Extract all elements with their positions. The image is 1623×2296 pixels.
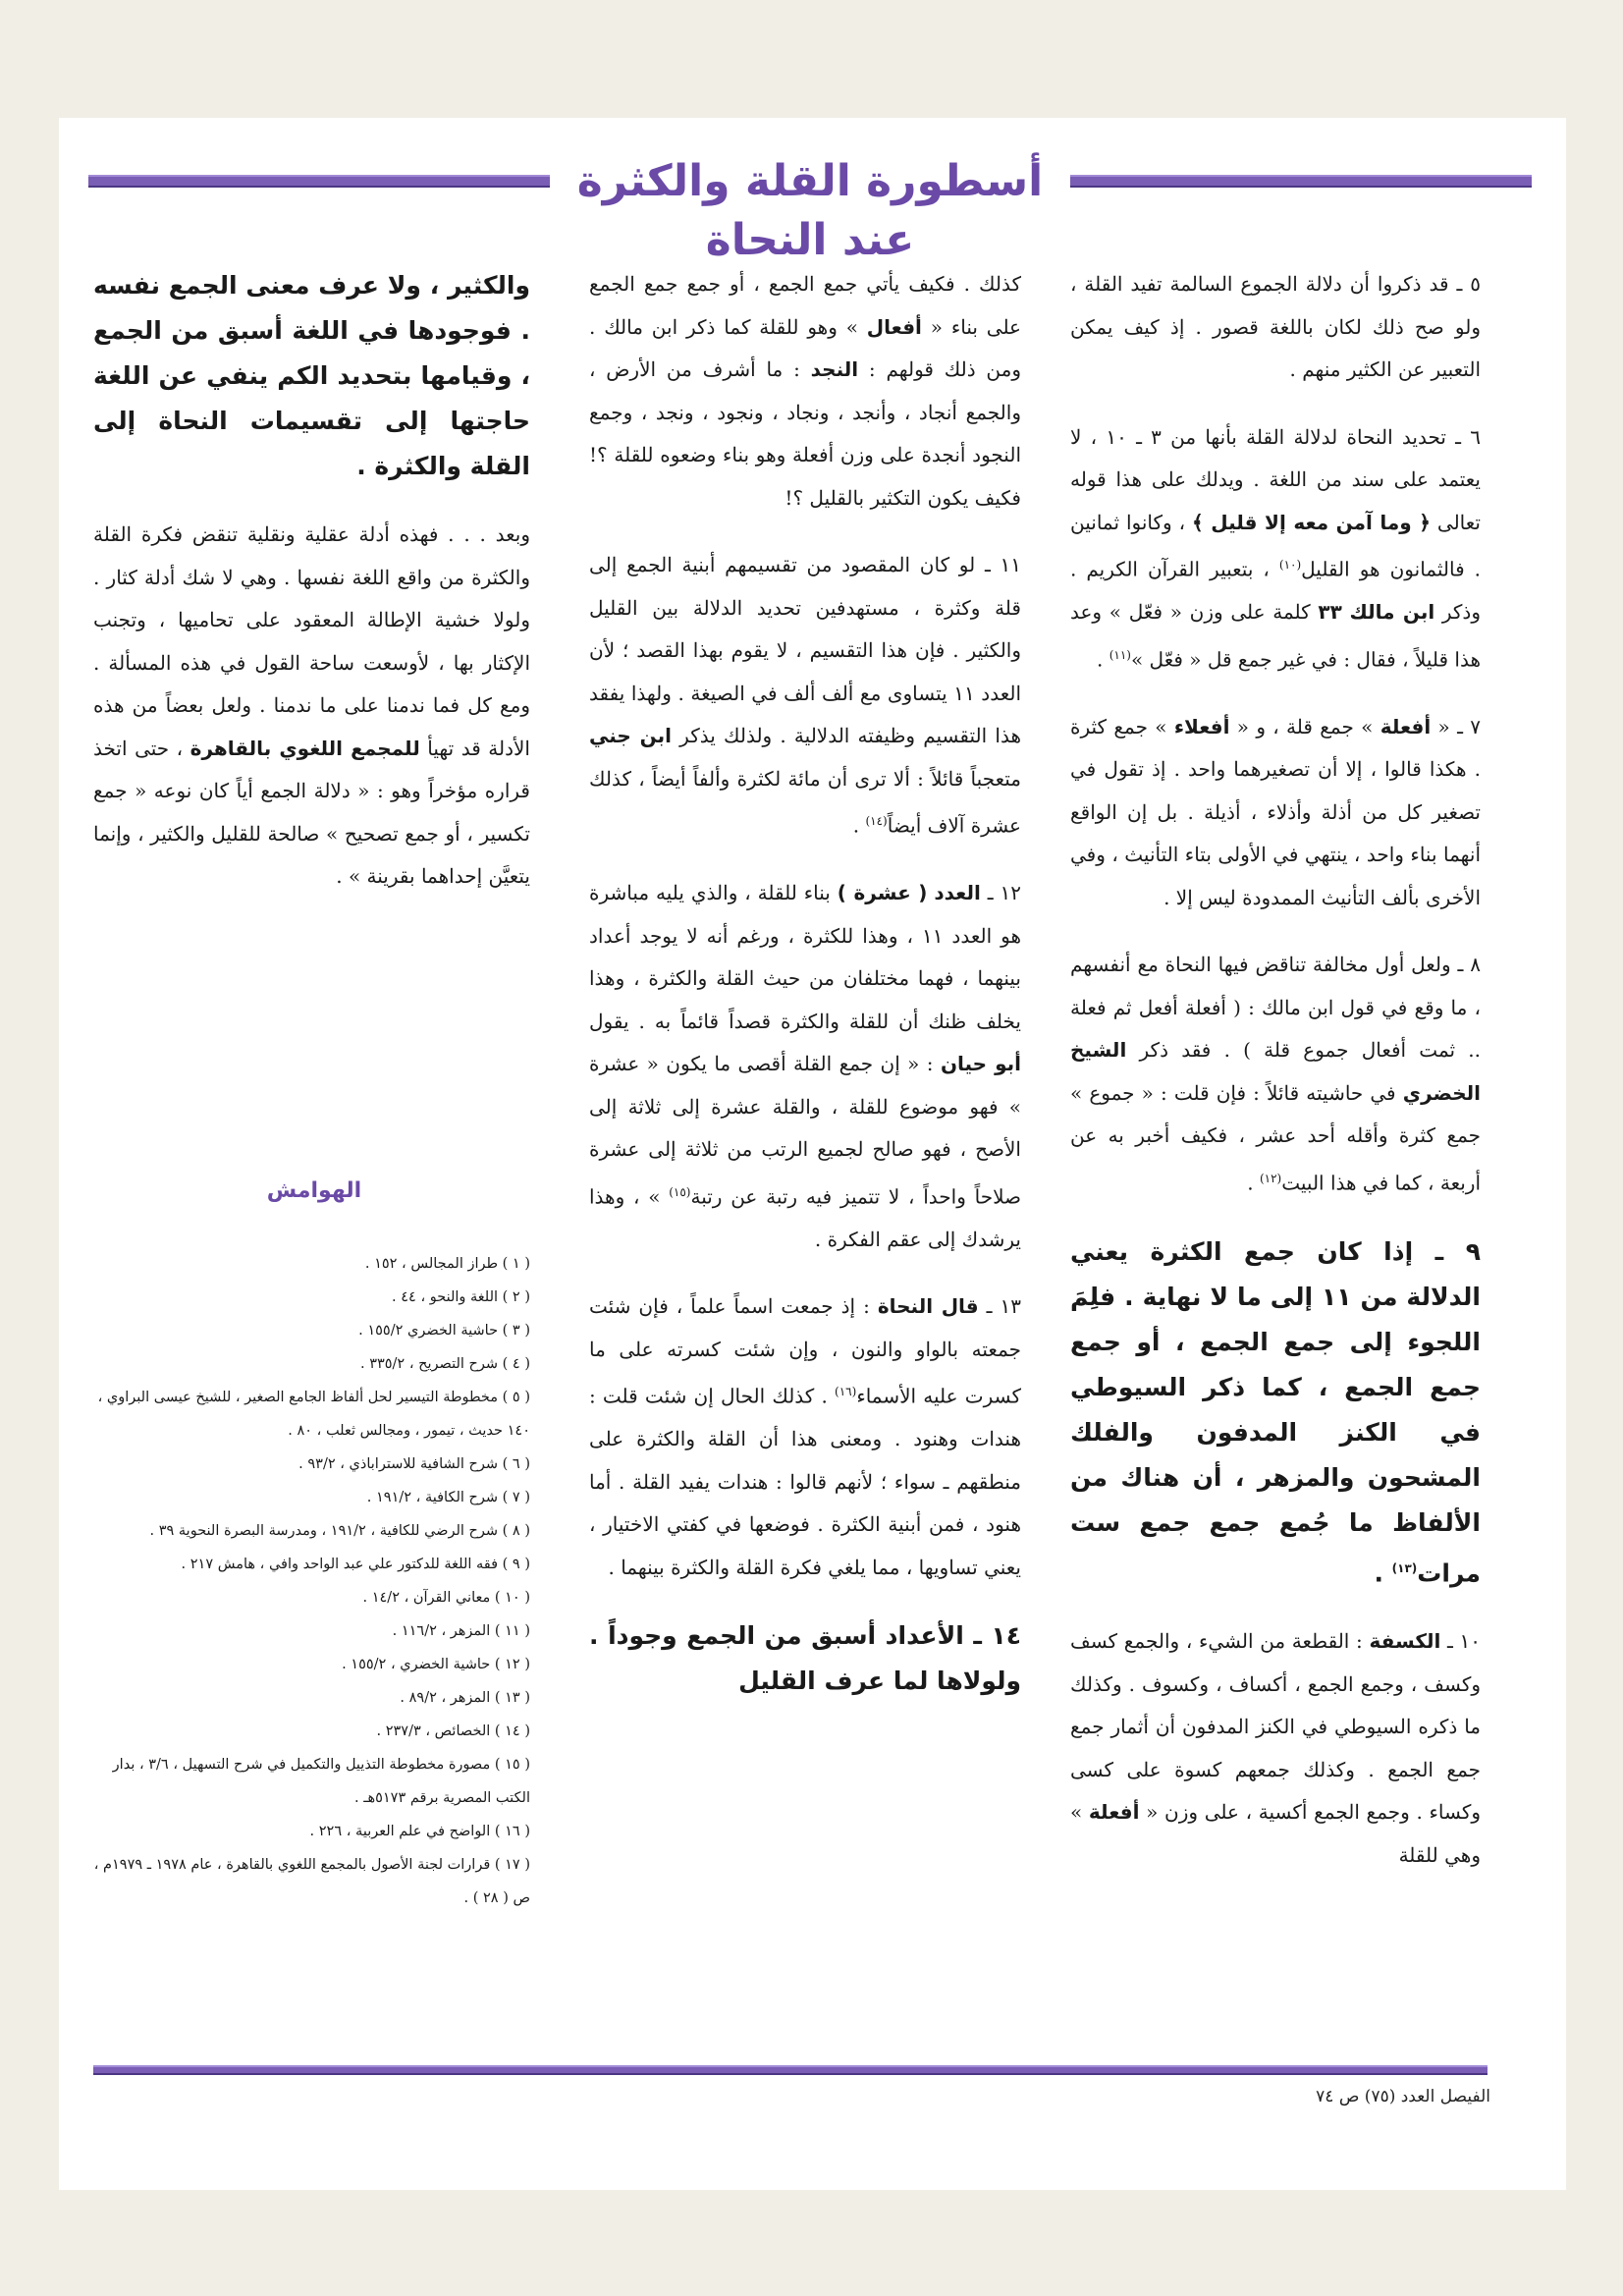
paragraph: ١٢ ـ العدد ( عشرة ) بناء للقلة ، والذي يليه مباشرة هو العدد ١١ ، وهذا للكثرة ، ورغم أنه لا يوجد أعداد بينهما ، فهما مختلفان من حيث القلة والكثرة ، وهذا يخلف ظنك أن للقلة والكثرة قصداً قائماً به . يقول أبو حيان : « إن جمع القلة أقصى ما يكون « عشرة » فهو موضوع للقلة ، والقلة عشرة إلى ثلاثة إلى الأصح ، فهو صالح لجميع الرتب من ثلاثة إلى عشرة صلاحاً واحداً ، لا تتميز فيه رتبة عن رتبة$^{(١٥)}$ » ، وهذا يرشدك إلى عقم الفكرة . [589, 881, 1022, 1251]
footnote-item: ( ٣ ) حاشية الخضري ١٥٥/٢ . [358, 1323, 530, 1339]
paragraph: وبعد . . . فهذه أدلة عقلية ونقلية تنقض فكرة القلة والكثرة من واقع اللغة نفسها . وهي لا شك أدلة كثار . ولولا خشية الإطالة المعقود على تحاميها ، وتجنب الإكثار بها ، لأوسعت ساحة القول في هذه المسألة . ومع كل فما ندمنا على ما ندمنا . ولعل بعضاً من هذه الأدلة قد تهيأ للمجمع اللغوي بالقاهرة ، حتى اتخذ قراره مؤخراً وهو : « دلالة الجمع أياً كان نوعه « جمع تكسير ، أو جمع تصحيح » صالحة للقليل والكثير ، وإنما يتعيَّن إحداهما بقرينة » . [93, 522, 530, 888]
paragraph: ١٤ ـ الأعداد أسبق من الجمع وجوداً . ولولاها لما عرف القليل [589, 1621, 1021, 1696]
footnotes-list [93, 1247, 530, 1915]
page-footer: الفيصل العدد (٧٥) ص ٧٤ [1316, 2087, 1490, 2106]
paragraph: ٧ ـ « أفعلة » جمع قلة ، و « أفعلاء » جمع كثرة . هكذا قالوا ، إلا أن تصغيرهما واحد . إذ تقول في تصغير كل من أذلة وأذلاء ، أذيلة . بل إن الواقع أنهما بناء واحد ، ينتهي في الأولى بتاء التأنيث ، وفي الأخرى بألف التأنيث الممدودة ليس إلا . [1070, 714, 1482, 909]
page-header [88, 152, 1532, 265]
paragraph: كذلك . فكيف يأتي جمع الجمع ، أو جمع جمع الجمع على بناء « أفعال » وهو للقلة كما ذكر ابن مالك . ومن ذلك قولهم : النجد : ما أشرف من الأرض ، والجمع أنجاد ، وأنجد ، ونجاد ، ونجود ، ونجد ، وجمع النجود أنجدة على وزن أفعلة وهو بناء وضعوه للقلة ؟! فكيف يكون التكثير بالقليل ؟! [589, 272, 1022, 510]
footnote-item: ( ٧ ) شرح الكافية ، ١٩١/٢ . [366, 1490, 530, 1505]
footnote-item: ( ٢ ) اللغة والنحو ، ٤٤ . [392, 1289, 530, 1305]
footnotes-title: الهوامش [266, 1178, 362, 1203]
paragraph: والكثير ، ولا عرف معنى الجمع نفسه . فوجودها في اللغة أسبق من الجمع ، وقيامها بتحديد الكم ينفي عن اللغة حاجتها إلى تقسيمات النحاة إلى القلة والكثرة . [93, 271, 530, 480]
footnote-item: ( ١٤ ) الخصائص ، ٢٣٧/٣ . [376, 1723, 530, 1739]
footnote-item: ( ١ ) طراز المجالس ، ١٥٢ . [364, 1256, 530, 1272]
paragraph: ١٠ ـ الكسفة : القطعة من الشيء ، والجمع كسف وكسف ، وجمع الجمع ، أكساف ، وكسوف . وكذلك ما ذكره السيوطي في الكنز المدفون أن أثمار جمع جمع الجمع . وكذلك جمعهم كسوة على كسى وكساء . وجمع الجمع أكسية ، على وزن « أفعلة » وهي للقلة [1070, 1629, 1482, 1867]
text-column-middle [589, 263, 1021, 1728]
footnote-item: ( ٩ ) فقه اللغة للدكتور علي عبد الواحد وافي ، هامش ٢١٧ . [181, 1557, 530, 1572]
paragraph: ٥ ـ قد ذكروا أن دلالة الجموع السالمة تفيد القلة ، ولو صح ذلك لكان باللغة قصور . إذ كيف يمكن التعبير عن الكثير منهم . [1070, 272, 1481, 381]
paragraph: ١١ ـ لو كان المقصود من تقسيمهم أبنية الجمع إلى قلة وكثرة ، مستهدفين تحديد الدلالة بين القليل والكثير . فإن هذا التقسيم ، لا يقوم بهذا القصد ؛ لأن العدد ١١ يتساوى مع ألف ألف في الصيغة . ولهذا يفقد هذا التقسيم وظيفته الدلالية . ولذلك يذكر ابن جني متعجباً قائلاً : ألا ترى أن مائة لكثرة وألفاً أيضاً ، كذلك عشرة آلاف أيضاً$^{(١٤)}$ . [589, 553, 1021, 838]
paragraph: ١٣ ـ قال النحاة : إذ جمعت اسماً علماً ، فإن شئت جمعته بالواو والنون ، وإن شئت كسرته على ما كسرت عليه الأسماء$^{(١٦)}$ . كذلك الحال إن شئت قلت : هندات وهنود . ومعنى هذا أن القلة والكثرة على منطقهم ـ سواء ؛ لأنهم قالوا : هندات يفيد القلة . أما هنود ، فمن أبنية الكثرة . فوضعها في كفتي الاختيار ، يعني تساويها ، مما يلغي فكرة القلة والكثرة بينهما . [589, 1294, 1022, 1579]
paragraph: ٦ ـ تحديد النحاة لدلالة القلة بأنها من ٣ ـ ١٠ ، لا يعتمد على سند من اللغة . ويدلك على هذا قوله تعالى ﴿ وما آمن معه إلا قليل ﴾ ، وكانوا ثمانين . فالثمانون هو القليل$^{(١٠)}$ ، بتعبير القرآن الكريم . وذكر ابن مالك ٣٣ كلمة على وزن « فعّل » وعد هذا قليلاً ، فقال : في غير جمع قل « فعّل »$^{(١١)}$ . [1070, 424, 1482, 672]
footnote-item: ( ١٦ ) الواضح في علم العربية ، ٢٢٦ . [309, 1824, 530, 1839]
footnote-item: ( ٨ ) شرح الرضي للكافية ، ١٩١/٢ ، ومدرسة البصرة النحوية ٣٩ . [149, 1523, 530, 1539]
footnote-item: ( ٤ ) شرح التصريح ، ٣٣٥/٢ . [359, 1356, 530, 1372]
header-rule-right [1070, 175, 1532, 188]
text-column-left [93, 263, 530, 923]
article-title: أسطورة القلة والكثرة عند النحاة [576, 156, 1044, 265]
header-rule-left [88, 175, 550, 188]
footnote-item: ( ١٣ ) المزهر ، ٨٩/٢ . [400, 1690, 530, 1706]
footnote-item: ( ١٢ ) حاشية الخضري ، ١٥٥/٢ . [342, 1657, 530, 1672]
footnote-item: ( ٥ ) مخطوطة التيسير لحل ألفاظ الجامع الصغير ، للشيخ عيسى البراوي ، ١٤٠ حديث ، تيمور ، ومجالس ثعلب ، ٨٠ . [97, 1390, 530, 1439]
footnote-item: ( ١٠ ) معاني القرآن ، ١٤/٢ . [362, 1590, 530, 1606]
footer-rule [93, 2065, 1488, 2075]
footnote-item: ( ١١ ) المزهر ، ١١٦/٢ . [392, 1623, 530, 1639]
paragraph: ٩ ـ إذا كان جمع الكثرة يعني الدلالة من ١١ إلى ما لا نهاية . فلِمَ اللجوء إلى جمع الجمع ، أو جمع جمع الجمع ، كما ذكر السيوطي في الكنز المدفون والفلك المشحون والمزهر ، أن هناك من الألفاظ ما جُمع جمع جمع ست مرات$^{(١٣)}$ . [1070, 1236, 1481, 1588]
text-column-right [1070, 263, 1481, 1901]
footnote-item: ( ٦ ) شرح الشافية للاستراباذي ، ٩٣/٢ . [298, 1456, 530, 1472]
footnote-item: ( ١٥ ) مصورة مخطوطة التذييل والتكميل في شرح التسهيل ، ٣/٦ ، بدار الكتب المصرية برقم ٥١٧٣هـ . [112, 1757, 530, 1806]
footnote-item: ( ١٧ ) قرارات لجنة الأصول بالمجمع اللغوي بالقاهرة ، عام ١٩٧٨ ـ ١٩٧٩م ، ص ( ٢٨ ) . [93, 1857, 530, 1906]
paragraph: ٨ ـ ولعل أول مخالفة تناقض فيها النحاة مع أنفسهم ، ما وقع في قول ابن مالك : ( أفعلة أفعل ثم فعلة .. ثمت أفعال جموع قلة ) . فقد ذكر الشيخ الخضري في حاشيته قائلاً : فإن قلت : « جموع » جمع كثرة وأقله أحد عشر ، فكيف أخبر به عن أربعة ، كما في هذا البيت$^{(١٢)}$ . [1070, 953, 1481, 1195]
